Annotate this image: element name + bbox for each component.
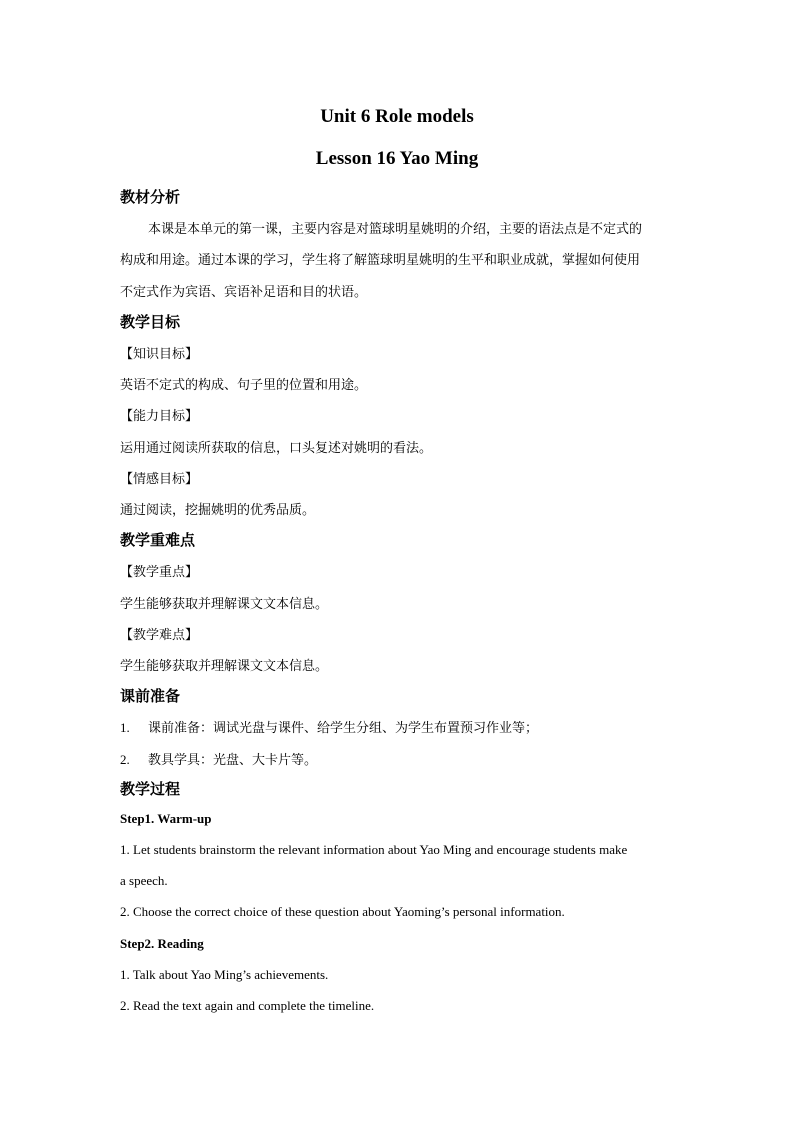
difficulty-text: 学生能够获取并理解课文文本信息。 [120,659,329,674]
keypoints-heading: 教学重难点 [120,531,196,549]
prep-item-text: 课前准备：调试光盘与课件、给学生分组、为学生布置预习作业等； [148,721,539,736]
analysis-paragraph-line: 构成和用途。通过本课的学习，学生将了解篮球明星姚明的生平和职业成就，掌握如何使用 [120,253,641,268]
step1-line: 1. Let students brainstorm the relevant information about Yao Ming and encourage students make [120,842,628,857]
knowledge-goal-label: 【知识目标】 [120,347,199,362]
analysis-heading: 教材分析 [120,188,181,206]
key-point-label: 【教学重点】 [120,565,199,580]
prep-list-item [120,717,538,736]
analysis-paragraph-line: 本课是本单元的第一课，主要内容是对篮球明星姚明的介绍，主要的语法点是不定式的 [148,222,643,237]
step2-line: 2. Read the text again and complete the timeline. [120,998,375,1013]
analysis-paragraph-line: 不定式作为宾语、宾语补足语和目的状语。 [120,285,368,300]
knowledge-goal-text: 英语不定式的构成、句子里的位置和用途。 [120,378,368,393]
emotion-goal-label: 【情感目标】 [120,472,199,487]
step2-title: Step2. Reading [120,936,204,951]
prep-heading: 课前准备 [120,687,181,705]
key-point-text: 学生能够获取并理解课文文本信息。 [120,597,329,612]
emotion-goal-text: 通过阅读，挖掘姚明的优秀品质。 [120,503,316,518]
process-heading: 教学过程 [120,780,181,798]
prep-item-number: 2. [120,752,130,767]
prep-item-number: 1. [120,720,130,735]
prep-list-item [120,749,317,768]
ability-goal-text: 运用通过阅读所获取的信息，口头复述对姚明的看法。 [120,441,433,456]
prep-item-text: 教具学具：光盘、大卡片等。 [148,753,318,768]
step1-line: a speech. [120,873,168,888]
goals-heading: 教学目标 [120,313,181,331]
step1-title: Step1. Warm-up [120,811,212,826]
ability-goal-label: 【能力目标】 [120,409,199,424]
difficulty-label: 【教学难点】 [120,628,199,643]
unit-title: Unit 6 Role models [320,106,474,127]
step2-line: 1. Talk about Yao Ming’s achievements. [120,967,329,982]
lesson-title: Lesson 16 Yao Ming [315,148,479,169]
step1-line: 2. Choose the correct choice of these question about Yaoming’s personal information. [120,904,565,919]
